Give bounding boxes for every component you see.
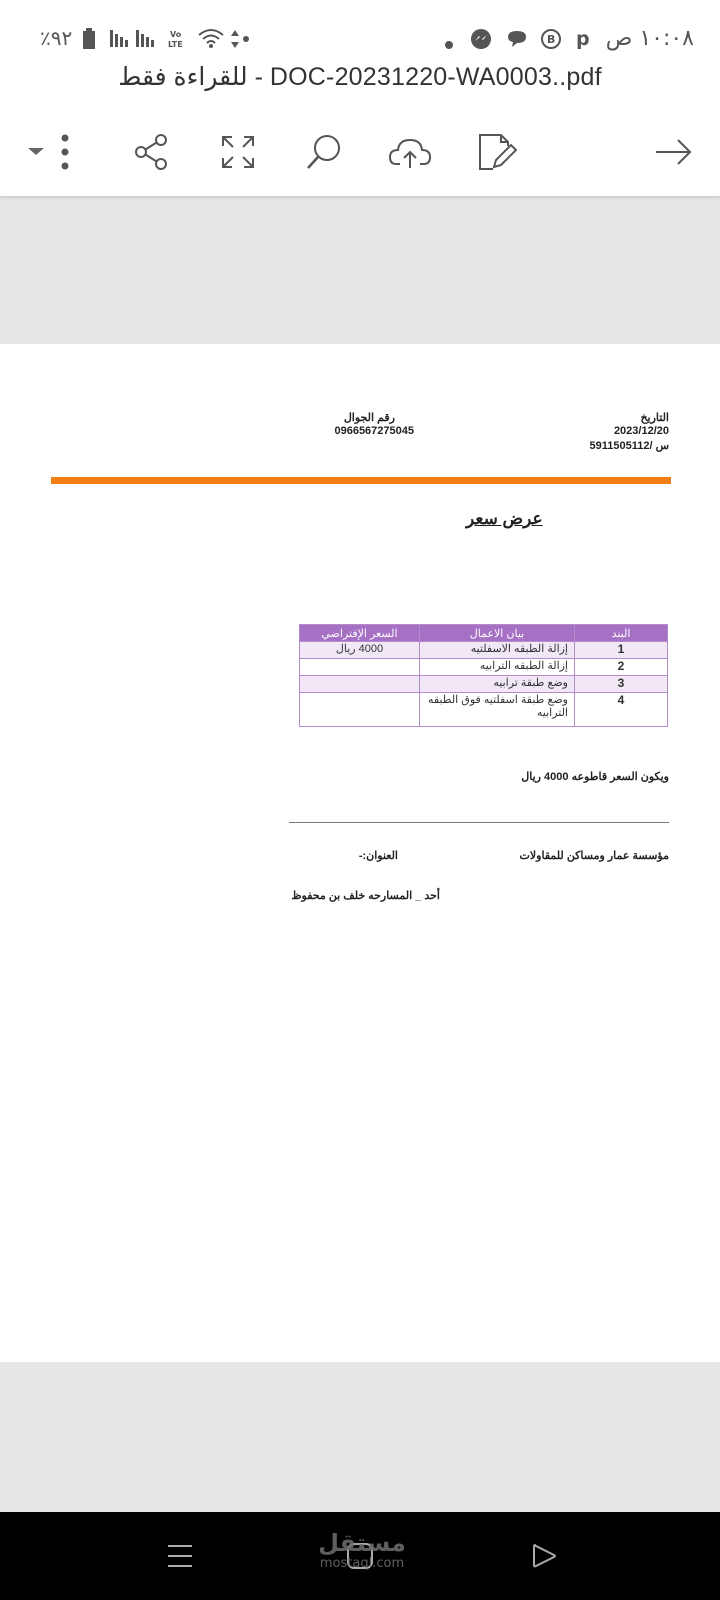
forward-button[interactable]: [650, 128, 698, 176]
item-description: إزالة الطبقه الاسفلتيه: [420, 642, 575, 659]
chat-bubble-icon: [506, 28, 528, 54]
company-name: مؤسسة عمار ومساكن للمقاولات: [519, 850, 669, 862]
column-header: البند: [575, 625, 668, 642]
address-value: أحد _ المسارحه خلف بن محفوظ: [291, 890, 440, 902]
fullscreen-button[interactable]: [214, 128, 262, 176]
item-description: وضع طبقة اسفلتيه فوق الطبقه الترابيه: [420, 693, 575, 727]
header-divider: [51, 477, 671, 484]
battery-icon: [82, 28, 96, 54]
cloud-upload-button[interactable]: [386, 128, 434, 176]
date-value: 2023/12/20: [613, 425, 669, 437]
recent-apps-icon: [165, 1543, 195, 1569]
business-icon: [540, 28, 562, 54]
watermark: [312, 1530, 412, 1571]
wifi-icon: [198, 28, 224, 52]
forward-arrow-icon: [654, 132, 694, 172]
item-description: إزالة الطبقه الترابيه: [420, 659, 575, 676]
price-table: [299, 624, 668, 727]
battery-level: ٪٩٢: [40, 26, 73, 50]
toolbar: [0, 118, 720, 184]
system-navigation-bar: [0, 1512, 720, 1600]
mobile-value: 0966567275045: [334, 425, 414, 437]
pdf-page[interactable]: [0, 344, 720, 1362]
recent-apps-button[interactable]: [158, 1534, 202, 1578]
back-icon: [529, 1541, 559, 1571]
signal-1-icon: [110, 28, 132, 52]
svg-text:Vo: Vo: [170, 30, 182, 39]
column-header: السعر الإفتراضي: [300, 625, 420, 642]
messenger-icon: [470, 28, 492, 54]
total-price-text: ويكون السعر قاطوعه 4000 ريال: [521, 771, 669, 783]
data-transfer-icon: [230, 28, 252, 54]
address-label: العنوان:-: [358, 850, 398, 862]
signature-divider: [289, 822, 669, 823]
notification-dot-icon: [444, 35, 454, 54]
table-row: [300, 642, 668, 659]
back-button[interactable]: [522, 1534, 566, 1578]
mobile-label: رقم الجوال: [343, 412, 395, 424]
edit-button[interactable]: [473, 128, 521, 176]
item-price: [300, 693, 420, 727]
search-icon: [304, 132, 344, 172]
item-price: 4000 ريال: [300, 642, 420, 659]
item-number: 1: [575, 642, 668, 659]
item-number: 2: [575, 659, 668, 676]
volte-icon: [168, 28, 192, 54]
item-number: 4: [575, 693, 668, 727]
column-header: بيان الاعمال: [420, 625, 575, 642]
svg-text:LTE: LTE: [168, 40, 183, 49]
more-options-button[interactable]: [18, 128, 78, 176]
svg-text:B: B: [547, 33, 556, 46]
doc-heading: عرض سعر: [466, 509, 543, 528]
item-description: وضع طبقة ترابيه: [420, 676, 575, 693]
document-title: للقراءة فقط - DOC-20231220-WA0003..pdf: [118, 63, 602, 91]
svg-text:p: p: [576, 28, 590, 50]
table-row: [300, 659, 668, 676]
table-header-row: [300, 625, 668, 642]
search-button[interactable]: [300, 128, 348, 176]
p-app-icon: [574, 28, 594, 54]
date-label: التاريخ: [640, 412, 669, 424]
share-icon: [131, 132, 171, 172]
watermark-domain: mostaql.com: [319, 1556, 405, 1571]
top-app-bar: [0, 0, 720, 196]
cloud-upload-icon: [388, 132, 432, 172]
signal-2-icon: [136, 28, 158, 52]
item-number: 3: [575, 676, 668, 693]
fullscreen-icon: [218, 132, 258, 172]
item-price: [300, 676, 420, 693]
status-time: ١٠:٠٨ ص: [605, 26, 694, 51]
table-row: [300, 693, 668, 727]
watermark-logo: مستقل: [318, 1529, 406, 1557]
menu-dots-icon: [18, 128, 78, 176]
table-row: [300, 676, 668, 693]
viewer-background-bottom: [0, 1362, 720, 1512]
registration-number: س /5911505112: [589, 440, 669, 452]
item-price: [300, 659, 420, 676]
share-button[interactable]: [127, 128, 175, 176]
viewer-background-top: [0, 196, 720, 344]
edit-icon: [477, 132, 517, 172]
